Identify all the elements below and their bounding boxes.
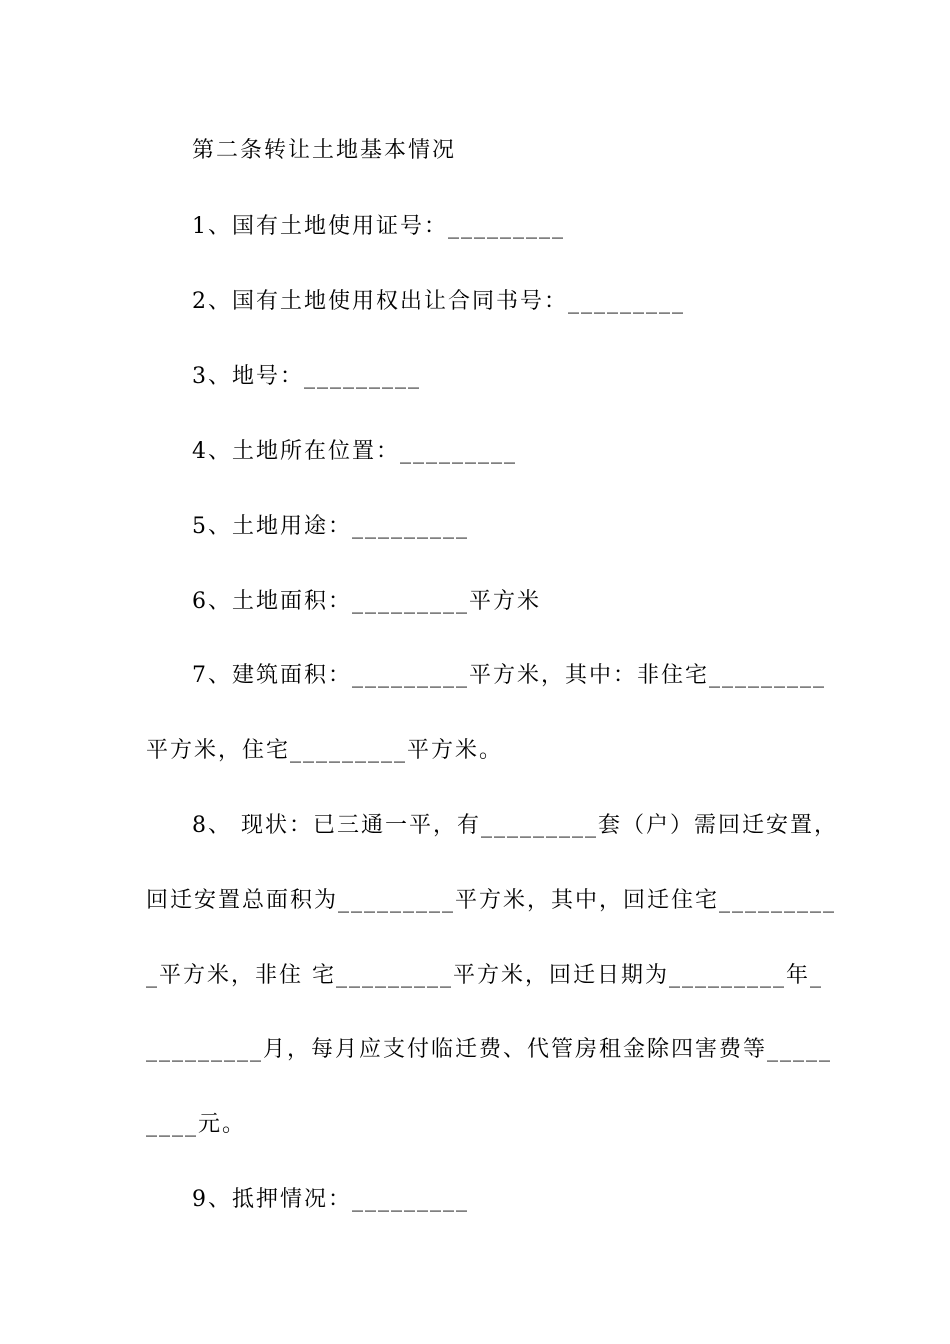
item-8-continuation-4: ____元。: [146, 1112, 247, 1137]
item-2-contract-number: 2、国有土地使用权出让合同书号：_________: [192, 289, 685, 314]
section-heading: 第二条转让土地基本情况: [192, 138, 457, 163]
item-9-mortgage: 9、抵押情况：_________: [192, 1187, 469, 1212]
item-4-location: 4、土地所在位置：_________: [192, 439, 517, 464]
item-8-continuation-2: _平方米，非住 宅_________平方米，回迁日期为_________年_: [146, 963, 823, 988]
item-5-land-use: 5、土地用途：_________: [192, 514, 469, 539]
item-7-building-area: 7、建筑面积：_________平方米，其中：非住宅_________: [192, 663, 826, 688]
item-8-continuation-1: 回迁安置总面积为_________平方米，其中，回迁住宅_________: [146, 888, 837, 913]
item-6-land-area: 6、土地面积：_________平方米: [192, 589, 541, 614]
item-8-status: 8、 现状：已三通一平，有_________套（户）需回迁安置，: [192, 813, 838, 838]
item-7-continuation: 平方米，住宅_________平方米。: [146, 738, 504, 763]
item-1-land-certificate: 1、国有土地使用证号：_________: [192, 214, 565, 239]
item-3-lot-number: 3、地号：_________: [192, 364, 421, 389]
item-8-continuation-3: _________月，每月应支付临迁费、代管房租金除四害费等_____: [146, 1037, 833, 1062]
